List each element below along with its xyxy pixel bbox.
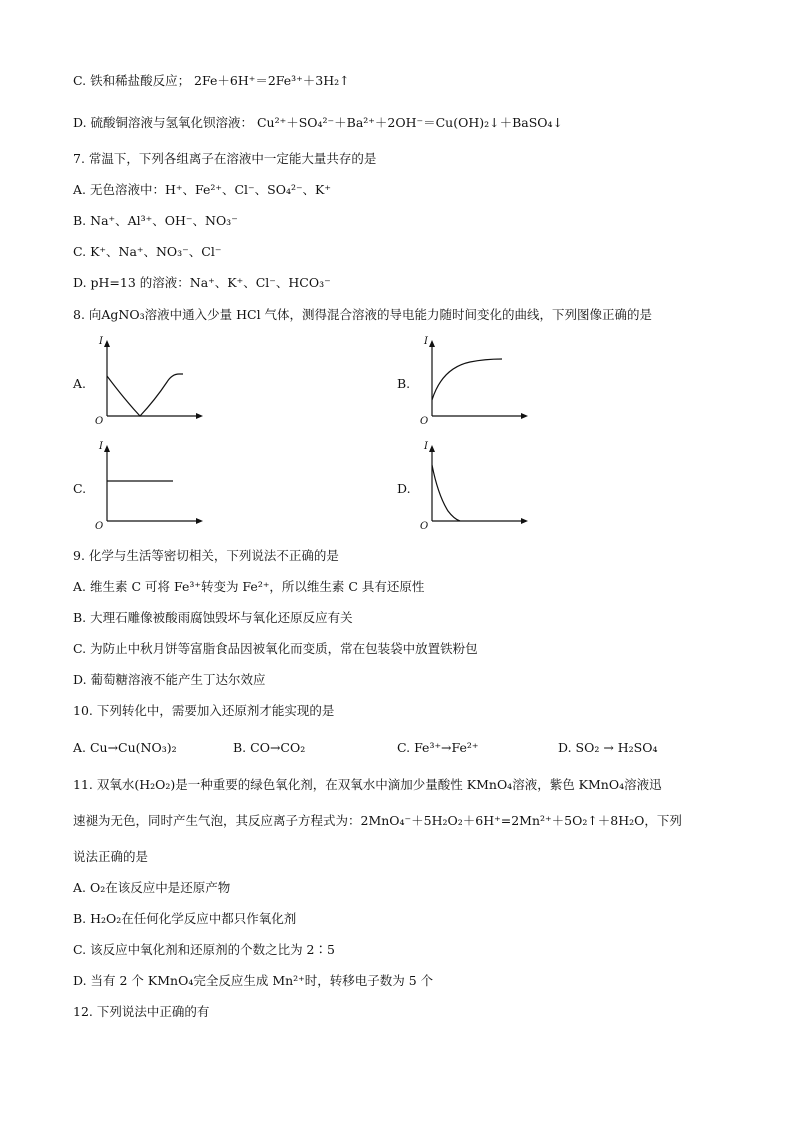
graph-d-label: D.: [397, 481, 411, 496]
graph-b-plot: [420, 338, 530, 428]
q11-stem-line3: 说法正确的是: [73, 849, 149, 864]
graph-c-y-label: I: [99, 441, 103, 452]
graph-a: [95, 338, 205, 428]
graph-d-y-label: I: [424, 441, 428, 452]
y-axis-arrow: [429, 445, 435, 452]
graph-d-curve: [432, 465, 460, 521]
x-axis-arrow: [521, 518, 528, 524]
q11-stem-line1: 11. 双氧水(H₂O₂)是一种重要的绿色氧化剂，在双氧水中滴加少量酸性 KMnO₄溶液，紫色 KMnO₄溶液迅: [73, 777, 662, 792]
graph-c-origin: O: [95, 521, 104, 532]
graph-b-curve: [432, 359, 502, 400]
q9-option-d: D. 葡萄糖溶液不能产生丁达尔效应: [73, 672, 266, 687]
q6-option-d: D. 硫酸铜溶液与氢氧化钡溶液： Cu²⁺＋SO₄²⁻＋Ba²⁺＋2OH⁻＝Cu(OH)₂↓＋BaSO₄↓: [73, 115, 564, 130]
y-axis-arrow: [104, 340, 110, 347]
q11-stem-line2: 速褪为无色，同时产生气泡，其反应离子方程式为：2MnO₄⁻＋5H₂O₂＋6H⁺=2Mn²⁺＋5O₂↑＋8H₂O，下列: [73, 813, 682, 828]
graph-a-y-label: I: [99, 336, 103, 347]
q11-option-a: A. O₂在该反应中是还原产物: [73, 880, 231, 895]
q9-option-c: C. 为防止中秋月饼等富脂食品因被氧化而变质，常在包装袋中放置铁粉包: [73, 641, 478, 656]
q7-option-d: D. pH=13 的溶液：Na⁺、K⁺、Cl⁻、HCO₃⁻: [73, 275, 331, 290]
graph-a-curve: [107, 374, 183, 416]
q9-stem: 9. 化学与生活等密切相关，下列说法不正确的是: [73, 548, 339, 563]
q10-stem: 10. 下列转化中，需要加入还原剂才能实现的是: [73, 703, 335, 718]
q7-option-b: B. Na⁺、Al³⁺、OH⁻、NO₃⁻: [73, 213, 238, 228]
graph-a-label: A.: [73, 376, 87, 391]
q8-stem: 8. 向AgNO₃溶液中通入少量 HCl 气体，测得混合溶液的导电能力随时间变化的曲线，下列图像正确的是: [73, 307, 653, 322]
graph-b-origin: O: [420, 416, 429, 427]
q12-stem: 12. 下列说法中正确的有: [73, 1004, 210, 1019]
q11-option-c: C. 该反应中氧化剂和还原剂的个数之比为 2∶5: [73, 942, 335, 957]
q7-stem: 7. 常温下，下列各组离子在溶液中一定能大量共存的是: [73, 151, 377, 166]
graph-b-label: B.: [397, 376, 411, 391]
x-axis-arrow: [196, 518, 203, 524]
q11-option-b: B. H₂O₂在任何化学反应中都只作氧化剂: [73, 911, 297, 926]
graph-b: [420, 338, 530, 428]
graph-d-origin: O: [420, 521, 429, 532]
x-axis-arrow: [196, 413, 203, 419]
graph-a-plot: [95, 338, 205, 428]
q10-option-a: A. Cu→Cu(NO₃)₂: [73, 740, 177, 755]
y-axis-arrow: [104, 445, 110, 452]
x-axis-arrow: [521, 413, 528, 419]
q11-option-d: D. 当有 2 个 KMnO₄完全反应生成 Mn²⁺时，转移电子数为 5 个: [73, 973, 434, 988]
graph-d: [420, 443, 530, 533]
y-axis-arrow: [429, 340, 435, 347]
q10-option-d: D. SO₂ → H₂SO₄: [558, 740, 658, 755]
q7-option-c: C. K⁺、Na⁺、NO₃⁻、Cl⁻: [73, 244, 222, 259]
graph-c-label: C.: [73, 481, 87, 496]
q9-option-a: A. 维生素 C 可将 Fe³⁺转变为 Fe²⁺，所以维生素 C 具有还原性: [73, 579, 425, 594]
graph-c-plot: [95, 443, 205, 533]
graph-a-origin: O: [95, 416, 104, 427]
q6-option-c: C. 铁和稀盐酸反应； 2Fe＋6H⁺＝2Fe³⁺＋3H₂↑: [73, 73, 350, 88]
q7-option-a: A. 无色溶液中：H⁺、Fe²⁺、Cl⁻、SO₄²⁻、K⁺: [73, 182, 331, 197]
graph-d-plot: [420, 443, 530, 533]
q10-option-b: B. CO→CO₂: [233, 740, 306, 755]
q9-option-b: B. 大理石雕像被酸雨腐蚀毁坏与氧化还原反应有关: [73, 610, 353, 625]
graph-c: [95, 443, 205, 533]
graph-b-y-label: I: [424, 336, 428, 347]
q10-option-c: C. Fe³⁺→Fe²⁺: [397, 740, 479, 755]
